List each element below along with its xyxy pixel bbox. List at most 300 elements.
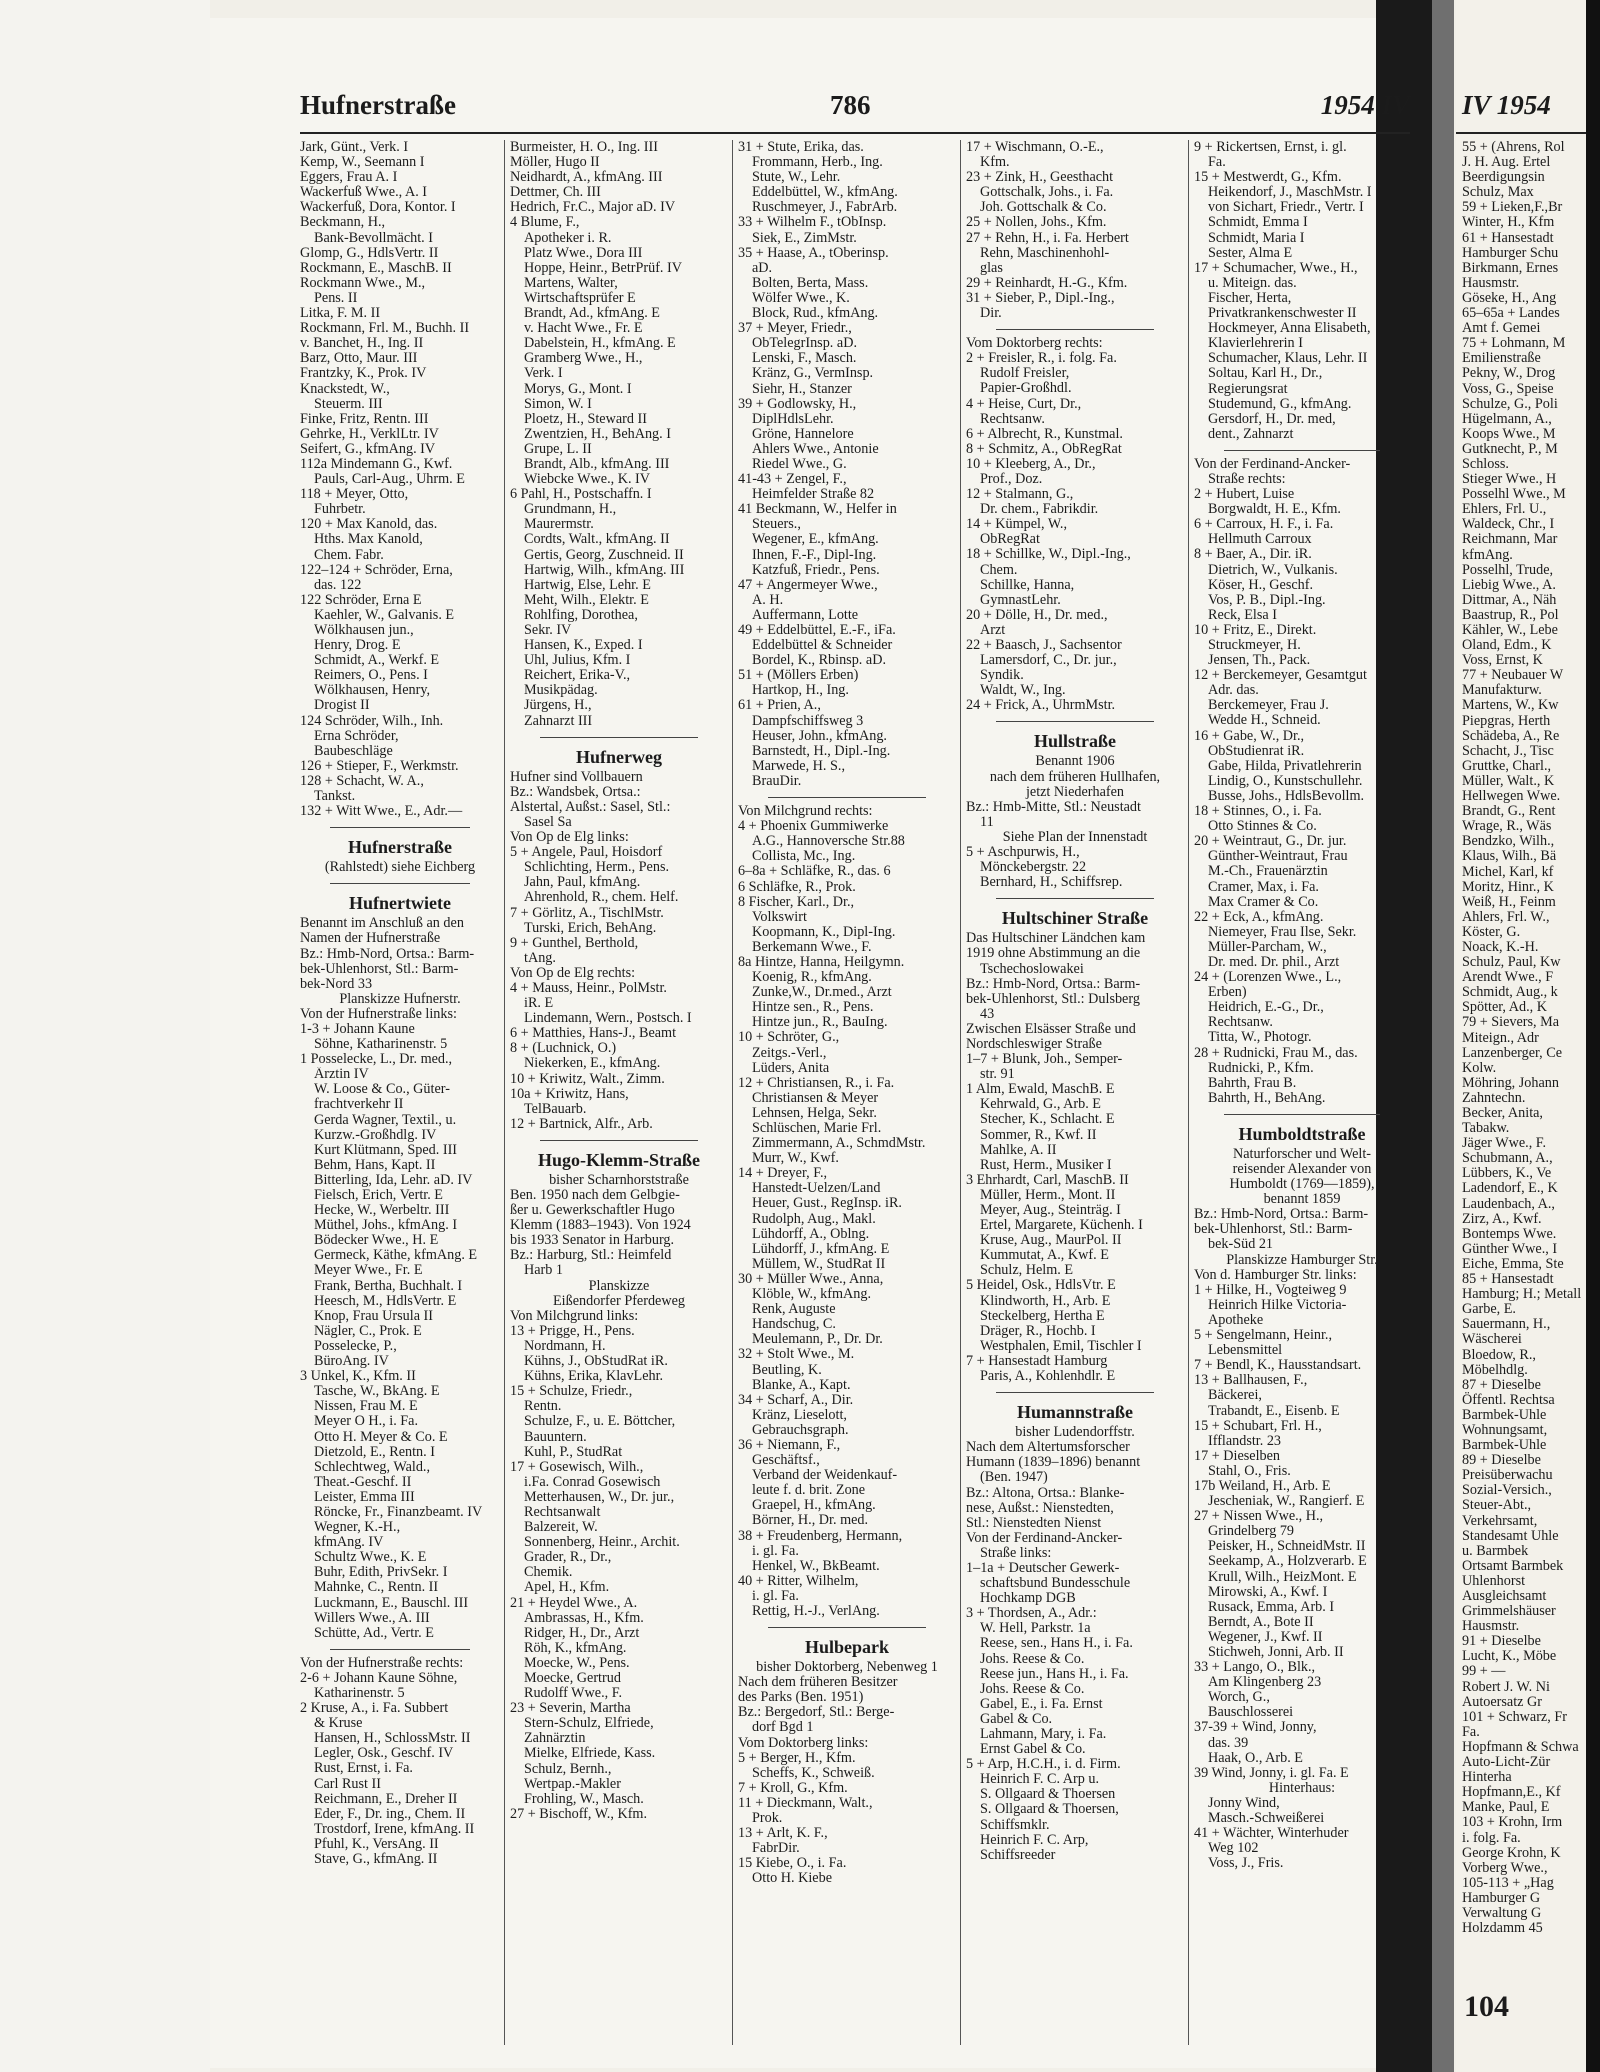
directory-entry: Voss, J., Fris. <box>1208 1856 1284 1872</box>
directory-entry: Pens. II <box>314 290 358 306</box>
directory-entry: Wertpap.-Makler <box>524 1776 621 1792</box>
directory-entry: Noack, K.-H. <box>1462 938 1539 955</box>
directory-entry: 36 + Niemann, F., <box>738 1437 841 1453</box>
directory-entry: Hamburger G <box>1462 1889 1541 1906</box>
directory-entry: 8 + (Luchnick, O.) <box>510 1041 617 1057</box>
directory-entry: Bordel, K., Rbinsp. aD. <box>752 653 886 669</box>
directory-entry: 3 Unkel, K., Kfm. II <box>300 1369 416 1385</box>
directory-entry: Lüders, Anita <box>752 1060 830 1076</box>
directory-entry: Schlichting, Herm., Pens. <box>524 860 670 876</box>
directory-column-5 <box>1194 140 1410 1871</box>
street-note: Eißendorfer Pferdeweg <box>553 1293 685 1309</box>
directory-entry: Lucht, K., Möbe <box>1462 1648 1557 1665</box>
directory-entry: Eder, F., Dr. ing., Chem. II <box>314 1806 466 1822</box>
directory-entry: Kolw. <box>1462 1059 1497 1076</box>
directory-entry: 43 <box>980 1006 995 1022</box>
directory-entry: Steuerm. III <box>314 396 383 412</box>
directory-entry: Von der Ferdinand-Ancker- <box>1194 456 1351 472</box>
directory-entry: 8 + Baer, A., Dir. iR. <box>1194 547 1312 563</box>
directory-entry: glas <box>980 260 1003 276</box>
directory-entry: Meyer O H., i. Fa. <box>314 1414 419 1430</box>
directory-entry: Knop, Frau Ursula II <box>314 1308 433 1324</box>
directory-entry: Weg 102 <box>1208 1841 1259 1857</box>
directory-entry: Trabandt, E., Eisenb. E <box>1208 1403 1340 1419</box>
directory-entry: Gabe, Hilda, Privatlehrerin <box>1208 758 1362 774</box>
directory-entry: Henkel, W., BkBeamt. <box>752 1558 880 1574</box>
section-rule <box>1224 1114 1380 1115</box>
directory-entry: Auto-Licht-Zür <box>1462 1754 1551 1771</box>
directory-entry: 49 + Eddelbüttel, E.-F., iFa. <box>738 623 896 638</box>
directory-entry: Heidrich, E.-G., Dr., <box>1208 1000 1324 1016</box>
directory-entry: 10a + Kriwitz, Hans, <box>510 1086 629 1102</box>
directory-entry: Drogist II <box>314 698 370 714</box>
directory-entry: Gottschalk, Johs., i. Fa. <box>980 185 1114 201</box>
directory-entry: Heinrich F. C. Arp u. <box>980 1772 1100 1788</box>
directory-entry: Hausmstr. <box>1462 274 1520 291</box>
directory-entry: 39 Wind, Jonny, i. gl. Fa. E <box>1194 1765 1349 1781</box>
directory-entry: Seifert, G., kfmAng. IV <box>300 441 436 457</box>
directory-entry: 39 + Godlowsky, H., <box>738 396 857 412</box>
directory-entry: Baastrup, R., Pol <box>1462 606 1559 623</box>
section-rule <box>540 737 698 738</box>
directory-entry: Fa. <box>1462 1723 1480 1740</box>
directory-entry: Von d. Hamburger Str. links: <box>1194 1267 1357 1283</box>
directory-entry: 118 + Meyer, Otto, <box>300 487 409 503</box>
directory-entry: 6 + Matthies, Hans-J., Beamt <box>510 1026 677 1042</box>
directory-column-1 <box>300 140 500 1867</box>
directory-entry: Fa. <box>1208 155 1226 171</box>
directory-entry: bek-Uhlenhorst, Stl.: Barm- <box>1194 1222 1353 1238</box>
directory-entry: Bz.: Altona, Ortsa.: Blanke- <box>966 1485 1125 1501</box>
street-note: Siehe Plan der Innenstadt <box>1002 829 1148 845</box>
directory-entry: Am Klingenberg 23 <box>1208 1675 1322 1691</box>
directory-entry: 47 + Angermeyer Wwe., <box>738 577 878 593</box>
directory-entry: 126 + Stieper, F., Werkmstr. <box>300 758 459 774</box>
directory-entry: Dittmar, A., Näh <box>1462 591 1557 608</box>
directory-entry: aD. <box>752 260 773 276</box>
directory-entry: Von der Hufnerstraße links: <box>300 1006 457 1022</box>
directory-entry: Erna Schröder, <box>314 728 399 744</box>
directory-entry: 38 + Freudenberg, Hermann, <box>738 1528 903 1544</box>
directory-entry: Worch, G., <box>1208 1690 1270 1706</box>
directory-entry: Rechtsanw. <box>1208 1015 1273 1031</box>
directory-entry: Katzfuß, Friedr., Pens. <box>752 562 880 578</box>
running-head-street: Hufnerstraße <box>300 90 456 120</box>
directory-entry: schaftsbund Bundesschule <box>980 1576 1131 1592</box>
directory-entry: 24 + (Lorenzen Wwe., L., <box>1194 970 1342 986</box>
directory-entry: Hths. Max Kanold, <box>314 532 423 548</box>
directory-entry: Tankst. <box>314 789 356 805</box>
directory-entry: Vom Doktorberg rechts: <box>966 336 1103 352</box>
section-rule <box>996 1392 1154 1393</box>
directory-entry: Vos, P. B., Dipl.-Ing. <box>1208 592 1326 608</box>
directory-column-3 <box>738 140 956 1887</box>
directory-entry: 4 Blume, F., <box>510 215 580 231</box>
directory-entry: 7 + Hansestadt Hamburg <box>966 1353 1108 1369</box>
directory-entry: Das Hultschiner Ländchen kam <box>966 931 1146 947</box>
directory-entry: Schmidt, Maria I <box>1208 230 1305 246</box>
directory-entry: Sozial-Versich., <box>1462 1482 1552 1499</box>
directory-entry: Winter, H., Kfm <box>1462 214 1555 231</box>
directory-entry: 9 + Gunthel, Berthold, <box>510 935 639 951</box>
street-note: Planskizze Hufnerstr. <box>339 991 461 1007</box>
directory-entry: Lühdorff, A., Oblng. <box>752 1226 870 1242</box>
directory-entry: 17 + Gosewisch, Wilh., <box>510 1459 644 1475</box>
directory-entry: Voss, Ernst, K <box>1462 652 1543 669</box>
directory-entry: 34 + Scharf, A., Dir. <box>738 1392 854 1408</box>
directory-entry: Grundmann, H., <box>524 502 617 518</box>
directory-entry: 32 + Stolt Wwe., M. <box>738 1347 855 1363</box>
directory-entry: Koenig, R., kfmAng. <box>752 970 872 986</box>
directory-entry: Syndik. <box>980 668 1024 684</box>
directory-entry: 12 + Stalmann, G., <box>966 487 1074 503</box>
directory-entry: u. Miteign. das. <box>1208 275 1297 291</box>
directory-entry: Amt f. Gemei <box>1462 320 1541 337</box>
directory-entry: Meht, Wilh., Elektr. E <box>524 592 649 608</box>
page-header <box>300 90 1410 130</box>
directory-entry: Reese jun., Hans H., i. Fa. <box>980 1666 1129 1682</box>
directory-entry: Wackerfuß Wwe., A. I <box>300 185 428 201</box>
directory-entry: Müller-Parcham, W., <box>1208 939 1327 955</box>
directory-entry: Benannt im Anschluß an den <box>300 916 464 932</box>
directory-entry: Wegener, J., Kwf. II <box>1208 1629 1323 1645</box>
directory-entry: Wegner, K.-H., <box>314 1520 401 1536</box>
directory-entry: Harb 1 <box>524 1263 564 1279</box>
directory-entry: Bz.: Bergedorf, Stl.: Berge- <box>738 1705 895 1721</box>
directory-entry: 18 + Schillke, W., Dipl.-Ing., <box>966 547 1131 563</box>
directory-entry: Rudolff Wwe., F. <box>524 1686 623 1702</box>
directory-entry: Rockmann Wwe., M., <box>300 275 426 291</box>
directory-entry: Finke, Fritz, Rentn. III <box>300 411 429 427</box>
street-heading: Hufnerweg <box>576 746 662 767</box>
directory-entry: Möller, Hugo II <box>510 155 600 171</box>
street-note: Hinterhaus: <box>1268 1780 1336 1796</box>
directory-entry: Heuer, Gust., RegInsp. iR. <box>752 1196 902 1212</box>
directory-entry: Turski, Erich, BehAng. <box>524 920 657 936</box>
directory-entry: 120 + Max Kanold, das. <box>300 517 438 533</box>
next-page-header: IV 1954 <box>1462 90 1551 120</box>
directory-entry: BrauDir. <box>752 773 802 789</box>
directory-entry: 5 + Angele, Paul, Hoisdorf <box>510 845 663 861</box>
directory-entry: Holzdamm 45 <box>1462 1920 1543 1937</box>
directory-entry: frachtverkehr II <box>314 1097 404 1113</box>
directory-entry: Berndt, A., Bote II <box>1208 1614 1314 1630</box>
next-page-column <box>1462 140 1600 1936</box>
directory-entry: Heinrich Hilke Victoria- <box>1208 1297 1347 1313</box>
directory-entry: Christiansen & Meyer <box>752 1090 879 1106</box>
directory-entry: Tabakw. <box>1462 1120 1510 1137</box>
directory-entry: Posselecke, P., <box>314 1338 397 1354</box>
directory-entry: Ausgleichsamt <box>1462 1588 1547 1604</box>
directory-entry: Rudolf Freisler, <box>980 366 1070 382</box>
directory-entry: Simon, W. I <box>524 396 592 412</box>
directory-entry: Graepel, H., kfmAng. <box>752 1498 876 1514</box>
directory-entry: J. H. Aug. Ertel <box>1462 154 1551 171</box>
directory-entry: Reimers, O., Pens. I <box>314 668 428 684</box>
directory-entry: Barmbek-Uhle <box>1462 1406 1547 1423</box>
directory-entry: Stave, G., kfmAng. II <box>314 1852 438 1868</box>
directory-entry: Dabelstein, H., kfmAng. E <box>524 336 676 352</box>
directory-entry: Schulze, G., Poli <box>1462 395 1558 412</box>
directory-entry: Kähler, W., Lebe <box>1462 622 1558 638</box>
directory-entry: Paris, A., Kohlenhdlr. E <box>980 1369 1116 1385</box>
directory-entry: Beckmann, H., <box>300 215 386 231</box>
directory-entry: Brandt, Ad., kfmAng. E <box>524 306 660 322</box>
directory-entry: Ehlers, Frl. U., <box>1462 501 1547 518</box>
directory-entry: Hartkop, H., Ing. <box>752 683 849 699</box>
directory-entry: Schubmann, A., <box>1462 1150 1553 1167</box>
directory-entry: Reichmann, Mar <box>1462 531 1558 548</box>
directory-entry: 87 + Dieselbe <box>1462 1376 1541 1393</box>
directory-entry: Hopfmann,E., Kf <box>1462 1784 1561 1801</box>
directory-entry: Cordts, Walt., kfmAng. II <box>524 532 670 548</box>
directory-entry: Von Op de Elg rechts: <box>510 965 636 981</box>
directory-entry: Bödecker Wwe., H. E <box>314 1233 439 1249</box>
directory-entry: Klemm (1883–1943). Von 1924 <box>510 1218 691 1234</box>
directory-entry: Metterhausen, W., Dr. jur., <box>524 1489 675 1505</box>
directory-entry: Collista, Mc., Ing. <box>752 849 856 865</box>
directory-entry: 10 + Kriwitz, Walt., Zimm. <box>510 1071 665 1087</box>
directory-entry: Barz, Otto, Maur. III <box>300 351 418 367</box>
directory-entry: Johs. Reese & Co. <box>980 1651 1085 1667</box>
directory-entry: Prof., Doz. <box>980 471 1043 487</box>
directory-entry: Bz.: Hmb-Nord, Ortsa.: Barm- <box>966 976 1141 992</box>
directory-entry: 17 + Wischmann, O.-E., <box>966 140 1104 155</box>
directory-entry: 6 + Albrecht, R., Kunstmal. <box>966 426 1123 442</box>
directory-entry: 99 + — <box>1462 1663 1506 1680</box>
directory-entry: Gersdorf, H., Dr. med, <box>1208 411 1336 427</box>
directory-entry: Ernst Gabel & Co. <box>980 1742 1086 1758</box>
directory-entry: 59 + Lieken,F.,Br <box>1462 199 1563 216</box>
directory-entry: bek-Nord 33 <box>300 976 373 992</box>
directory-entry: Kaehler, W., Galvanis. E <box>314 607 455 623</box>
directory-entry: Birkmann, Ernes <box>1462 259 1559 276</box>
directory-entry: 15 + Schubart, Frl. H., <box>1194 1418 1322 1434</box>
next-page-fragment <box>1456 0 1600 2072</box>
directory-entry: i.Fa. Conrad Gosewisch <box>524 1474 661 1490</box>
directory-entry: Humann (1839–1896) benannt <box>966 1455 1141 1471</box>
directory-entry: Von der Hufnerstraße rechts: <box>300 1655 464 1671</box>
directory-entry: Lahmann, Mary, i. Fa. <box>980 1727 1107 1742</box>
directory-entry: Chemik. <box>524 1565 573 1581</box>
directory-entry: Garbe, E. <box>1462 1301 1516 1318</box>
directory-entry: Röncke, Fr., Finanzbeamt. IV <box>314 1504 483 1520</box>
directory-entry: Katharinenstr. 5 <box>314 1686 405 1701</box>
directory-entry: Maurermstr. <box>524 517 594 533</box>
directory-entry: Zahnärztin <box>524 1731 586 1747</box>
directory-entry: 2 + Hubert, Luise <box>1194 487 1295 503</box>
directory-entry: 8a Hintze, Hanna, Heilgymn. <box>738 954 905 970</box>
directory-entry: Barmbek-Uhle <box>1462 1437 1547 1454</box>
directory-entry: Block, Rud., kfmAng. <box>752 306 879 322</box>
directory-entry: Masch.-Schweißerei <box>1208 1811 1325 1827</box>
directory-entry: Tschechoslowakei <box>980 961 1084 977</box>
directory-entry: Regierungsrat <box>1208 381 1288 397</box>
directory-entry: u. Barmbek <box>1462 1542 1529 1559</box>
directory-entry: Posselhl, Trude, <box>1462 561 1554 578</box>
directory-entry: Grupe, L. II <box>524 441 592 457</box>
directory-entry: Bz.: Wandsbek, Ortsa.: <box>510 784 641 800</box>
directory-entry: Brandt, G., Rent <box>1462 803 1556 820</box>
directory-entry: 10 + Kleeberg, A., Dr., <box>966 456 1096 472</box>
directory-entry: Zeitgs.-Verl., <box>752 1045 827 1061</box>
directory-entry: Lindemann, Wern., Postsch. I <box>524 1011 692 1027</box>
directory-entry: Hamburg; H.; Metall <box>1462 1286 1582 1303</box>
directory-entry: Hügelmann, A., <box>1462 410 1552 427</box>
directory-entry: 23 + Zink, H., Geesthacht <box>966 170 1114 186</box>
directory-entry: leute f. d. brit. Zone <box>752 1483 866 1499</box>
directory-entry: Bolten, Berta, Mass. <box>752 275 869 291</box>
directory-entry: A.G., Hannoversche Str.88 <box>752 834 905 850</box>
directory-entry: 41 Beckmann, W., Helfer in <box>738 502 897 518</box>
directory-entry: Verband der Weidenkauf- <box>752 1468 898 1484</box>
directory-entry: Heesch, M., HdlsVertr. E <box>314 1293 457 1309</box>
directory-entry: bek-Uhlenhorst, Stl.: Barm- <box>300 961 459 977</box>
directory-entry: Lehnsen, Helga, Sekr. <box>752 1105 877 1121</box>
directory-entry: Kränz, Lieselott, <box>752 1407 847 1423</box>
directory-entry: Hockmeyer, Anna Elisabeth, <box>1208 321 1371 337</box>
directory-entry: 1–1a + Deutscher Gewerk- <box>966 1560 1120 1576</box>
directory-entry: 6 Pahl, H., Postschaffn. I <box>510 487 652 503</box>
directory-entry: Köser, H., Geschf. <box>1208 577 1314 593</box>
column-separator <box>732 140 733 2045</box>
directory-entry: Stern-Schulz, Elfriede, <box>524 1716 654 1732</box>
directory-entry: 10 + Schröter, G., <box>738 1030 840 1046</box>
directory-entry: 12 + Bartnick, Alfr., Arb. <box>510 1116 653 1132</box>
street-note: bisher Scharnhorststraße <box>549 1172 689 1188</box>
directory-entry: Handschug, C. <box>752 1317 836 1333</box>
directory-entry: Heuser, John., kfmAng. <box>752 728 887 744</box>
directory-entry: Koopmann, K., Dipl-Ing. <box>752 924 896 940</box>
directory-entry: 5 + Arp, H.C.H., i. d. Firm. <box>966 1757 1121 1773</box>
directory-entry: Theat.-Geschf. II <box>314 1474 412 1490</box>
directory-entry: 122–124 + Schröder, Erna, <box>300 562 453 578</box>
directory-entry: Ahlers, Frl. W., <box>1462 908 1550 925</box>
directory-entry: Mahlke, A. II <box>980 1142 1057 1158</box>
directory-entry: Kuhl, P., StudRat <box>524 1444 623 1460</box>
directory-entry: Börner, H., Dr. med. <box>752 1513 869 1529</box>
directory-entry: Martens, W., Kw <box>1462 697 1559 714</box>
directory-entry: Heikendorf, J., MaschMstr. I <box>1208 185 1372 201</box>
directory-entry: Wrage, R., Wäs <box>1462 818 1552 835</box>
directory-entry: Hansen, H., SchlossMstr. II <box>314 1731 471 1747</box>
directory-entry: 37 + Meyer, Friedr., <box>738 321 852 337</box>
directory-entry: ObRegRat <box>980 532 1040 548</box>
directory-entry: Hecke, W., Werbeltr. III <box>314 1203 450 1219</box>
directory-entry: Pfuhl, K., VersAng. II <box>314 1836 439 1852</box>
directory-entry: 13 + Arlt, K. F., <box>738 1826 828 1842</box>
directory-entry: 25 + Nollen, Johs., Kfm. <box>966 215 1107 231</box>
directory-entry: Fielsch, Erich, Vertr. E <box>314 1188 443 1203</box>
directory-entry: 13 + Prigge, H., Pens. <box>510 1323 635 1339</box>
directory-entry: Steckelberg, Hertha E <box>980 1308 1105 1324</box>
directory-entry: Luckmann, E., Bauschl. III <box>314 1595 469 1611</box>
directory-entry: Lanzenberger, Ce <box>1462 1044 1563 1061</box>
column-separator <box>504 140 505 2045</box>
directory-entry: Straße rechts: <box>1208 471 1286 487</box>
directory-entry: Scheffs, K., Schweiß. <box>752 1765 875 1781</box>
directory-entry: Söhne, Katharinenstr. 5 <box>314 1037 448 1053</box>
directory-entry: Frohling, W., Masch. <box>524 1791 644 1807</box>
directory-entry: Dir. <box>980 306 1002 322</box>
directory-entry: Bz.: Hmb-Nord, Ortsa.: Barm- <box>1194 1207 1369 1223</box>
directory-entry: Bloedow, R., <box>1462 1346 1536 1363</box>
directory-entry: 14 + Kümpel, W., <box>966 517 1068 533</box>
directory-entry: Schulz, Helm. E <box>980 1263 1073 1279</box>
directory-entry: Namen der Hufnerstraße <box>300 931 441 947</box>
directory-entry: str. 91 <box>980 1067 1015 1083</box>
directory-entry: Schlüschen, Marie Frl. <box>752 1121 882 1136</box>
directory-entry: Sonnenberg, Heinr., Archit. <box>524 1535 680 1551</box>
directory-entry: Kfm. <box>980 155 1010 171</box>
street-note: (Rahlstedt) siehe Eichberg <box>324 860 476 876</box>
directory-entry: 4 + Mauss, Heinr., PolMstr. <box>510 980 667 996</box>
directory-entry: 65–65a + Landes <box>1462 305 1560 322</box>
directory-entry: 124 Schröder, Wilh., Inh. <box>300 713 444 729</box>
street-note: benannt 1859 <box>1263 1192 1341 1208</box>
directory-entry: 12 + Berckemeyer, Gesamtgut <box>1194 668 1367 684</box>
directory-entry: 24 + Frick, A., UhrmMstr. <box>966 698 1116 714</box>
directory-entry: bis 1933 Senator in Harburg. <box>510 1233 675 1249</box>
directory-entry: Nach dem früheren Besitzer <box>738 1675 898 1691</box>
directory-entry: Lindig, O., Kunstschullehr. <box>1208 773 1363 789</box>
directory-entry: 20 + Dölle, H., Dr. med., <box>966 607 1108 623</box>
directory-entry: (Ben. 1947) <box>980 1470 1048 1486</box>
directory-entry: 4 + Phoenix Gummiwerke <box>738 819 889 835</box>
directory-entry: Schütte, Ad., Vertr. E <box>314 1625 434 1641</box>
running-head-year: 1954 IV <box>1320 90 1410 120</box>
directory-entry: 1 + Hilke, H., Vogteiweg 9 <box>1194 1282 1347 1298</box>
directory-entry: Germeck, Käthe, kfmAng. E <box>314 1248 478 1264</box>
directory-entry: Apotheker i. R. <box>524 230 612 246</box>
directory-entry: Siek, E., ZimMstr. <box>752 230 857 246</box>
directory-entry: Busse, Johs., HdlsBevollm. <box>1208 788 1365 804</box>
directory-entry: 91 + Dieselbe <box>1462 1633 1541 1650</box>
directory-entry: Ifflandstr. 23 <box>1208 1433 1282 1449</box>
directory-entry: 2 Kruse, A., i. Fa. Subbert <box>300 1701 449 1717</box>
directory-entry: 3 + Thordsen, A., Adr.: <box>966 1606 1097 1622</box>
directory-entry: Rechtsanw. <box>980 411 1045 427</box>
directory-entry: Vorberg Wwe., <box>1462 1859 1548 1876</box>
directory-entry: GymnastLehr. <box>980 592 1061 608</box>
directory-entry: Köster, G. <box>1462 923 1521 940</box>
directory-entry: Sester, Alma E <box>1208 245 1293 261</box>
directory-entry: Öffentl. Rechtsa <box>1462 1391 1555 1408</box>
directory-entry: Wölkhausen, Henry, <box>314 683 431 699</box>
directory-entry: S. Ollgaard & Thoersen, <box>980 1802 1119 1818</box>
directory-entry: Kränz, G., VermInsp. <box>752 366 874 382</box>
directory-entry: Bäckerei, <box>1208 1388 1262 1404</box>
directory-entry: Wäscherei <box>1462 1331 1522 1348</box>
street-heading: Humannstraße <box>1016 1402 1133 1423</box>
directory-entry: 15 + Schulze, Friedr., <box>510 1384 633 1400</box>
directory-entry: Emilienstraße <box>1462 350 1541 367</box>
directory-entry: Rust, Ernst, i. Fa. <box>314 1761 413 1777</box>
directory-entry: Möhring, Johann <box>1462 1074 1559 1091</box>
directory-entry: 27 + Bischoff, W., Kfm. <box>510 1806 648 1822</box>
directory-entry: Waldeck, Chr., I <box>1462 516 1555 533</box>
directory-entry: Johs. Reese & Co. <box>980 1681 1085 1697</box>
directory-entry: Wiebcke Wwe., K. IV <box>524 472 651 488</box>
section-rule <box>330 827 470 828</box>
column-separator <box>1188 140 1189 2045</box>
directory-entry: Hartwig, Else, Lehr. E <box>524 577 651 593</box>
directory-entry: Michel, Karl, kf <box>1462 863 1554 880</box>
directory-entry: ObTelegrInsp. aD. <box>752 336 857 352</box>
directory-entry: Rudolph, Aug., Makl. <box>752 1211 876 1227</box>
directory-entry: i. folg. Fa. <box>1462 1829 1521 1846</box>
directory-entry: 122 Schröder, Erna E <box>300 592 422 608</box>
